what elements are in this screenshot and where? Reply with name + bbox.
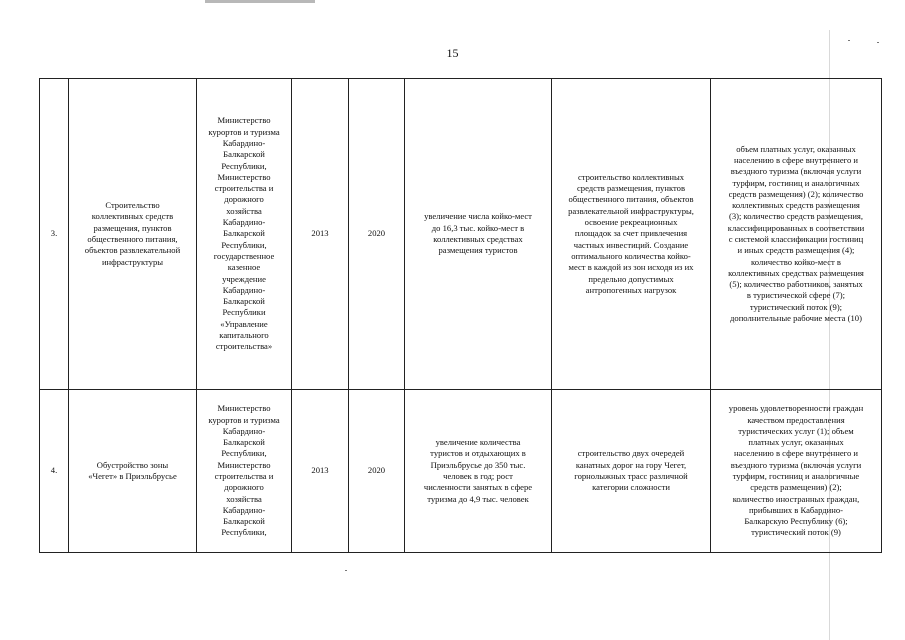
indicators-link-cell — [711, 79, 882, 390]
cell-line: «Чегет» в Приэльбрусье — [88, 471, 177, 481]
event-name-cell — [69, 79, 197, 390]
cell-line: Кабардино- — [222, 217, 266, 228]
cell-line: Министерство — [217, 115, 271, 126]
cell-line: въездного туризма (включая услуги — [730, 166, 862, 177]
cell-line: средств размещения, пунктов — [576, 183, 686, 194]
cell-line: коллективных средств — [91, 211, 174, 222]
indicators-link-cell — [711, 390, 882, 553]
executor-cell — [197, 79, 292, 390]
expected-result-cell — [405, 79, 552, 390]
cell-line: человек в год; рост — [443, 471, 513, 481]
cell-line: общественного питания, — [87, 234, 178, 244]
cell-line: классифицированных в соответствии — [727, 222, 865, 233]
cell-line: Республики — [222, 307, 266, 318]
cell-line: (5); количество работников, занятых — [729, 279, 863, 290]
cell-line: дополнительные рабочие места (10) — [730, 313, 862, 324]
cell-line: объектов развлекательной — [84, 245, 181, 256]
scan-speck — [848, 40, 850, 41]
cell-line: Кабардино- — [222, 137, 266, 148]
cell-line: Балкарскую Республику (6); — [744, 516, 848, 527]
cell-line: Республики, — [221, 239, 267, 250]
cell-line: размещения туристов — [438, 245, 518, 256]
cell-line: качеством предоставления — [747, 414, 845, 425]
cell-line: развлекательной инфраструктуры, — [568, 205, 694, 216]
cell-line: строительства и — [214, 471, 274, 481]
cell-line: коллективных средствах размещения — [728, 267, 864, 278]
cell-line: строительство двух очередей — [577, 448, 685, 459]
cell-line: Балкарской — [223, 296, 265, 307]
cell-line: Республики, — [221, 160, 267, 171]
cell-line: объем платных услуг, оказанных — [736, 143, 856, 154]
cell-line: Балкарской — [223, 228, 265, 239]
cell-line: количество иностранных граждан, — [732, 493, 860, 504]
cell-line: увеличение числа койко-мест — [424, 211, 532, 222]
cell-line: государственное — [213, 250, 275, 261]
start-year-cell: 2013 — [292, 79, 349, 390]
cell-line: (3); количество средств размещения, — [728, 211, 864, 222]
program-table — [39, 78, 882, 553]
cell-line: Кабардино- — [222, 425, 266, 436]
cell-line: Кабардино- — [222, 284, 266, 295]
cell-line: курортов и туризма — [208, 414, 280, 425]
cell-line: средств размещения) (2); — [750, 482, 842, 493]
end-year-cell: 2020 — [349, 79, 405, 390]
cell-line: увеличение количества — [435, 437, 521, 448]
cell-line: Строительство — [105, 200, 160, 211]
cell-line: коллективных средств размещения — [732, 200, 860, 211]
cell-line: Республики, — [221, 448, 267, 459]
cell-line: туристических услуг (1); объем — [738, 425, 854, 436]
cell-line: Балкарской — [223, 516, 265, 527]
cell-line: Кабардино- — [222, 504, 266, 515]
scan-speck — [345, 570, 347, 571]
cell-line: с системой классификации гостиниц — [728, 234, 864, 244]
cell-line: капитального — [219, 330, 269, 341]
cell-line: въездного туризма (включая услуги — [730, 459, 862, 470]
cell-line: частных инвестиций. Создание — [573, 239, 689, 250]
table-row — [40, 79, 882, 390]
expected-result-cell — [405, 390, 552, 553]
cell-line: Республики, — [221, 527, 267, 538]
cell-line: строительства» — [215, 341, 273, 352]
cell-line: размещения, пунктов — [93, 222, 172, 233]
cell-line: инфраструктуры — [101, 256, 164, 267]
cell-line: мест в каждой из зон исходя из их — [568, 262, 694, 273]
cell-line: туризма до 4,9 тыс. человек — [427, 493, 529, 504]
executor-cell — [197, 390, 292, 553]
main-activities-cell — [552, 390, 711, 553]
cell-line: канатных дорог на гору Чегет, — [575, 459, 687, 470]
cell-line: дорожного — [224, 482, 264, 493]
cell-line: хозяйства — [226, 493, 262, 504]
cell-line: населению в сфере внутреннего и — [733, 448, 859, 459]
cell-line: коллективных средствах — [433, 234, 523, 244]
cell-line: Министерство — [217, 171, 271, 182]
cell-line: казенное — [227, 262, 261, 273]
table-body — [40, 79, 882, 553]
cell-line: площадок за счет привлечения — [574, 228, 688, 239]
event-name-cell — [69, 390, 197, 553]
cell-line: учреждение — [222, 273, 266, 284]
cell-line: оптимального количества койко- — [571, 250, 691, 261]
row-number-cell: 3. — [40, 79, 69, 390]
table-row — [40, 390, 882, 553]
cell-line: Обустройство зоны — [96, 459, 169, 470]
cell-line: уровень удовлетворенности граждан — [728, 403, 864, 414]
cell-line: прибывших в Кабардино- — [748, 504, 844, 515]
cell-line: турфирм, гостиниц и аналогичных — [732, 177, 860, 188]
cell-line: строительства и — [214, 183, 274, 194]
row-number-cell: 4. — [40, 390, 69, 553]
cell-line: количество койко-мест в — [751, 256, 841, 267]
cell-line: туристический поток (9) — [751, 527, 841, 538]
cell-line: предельно допустимых — [588, 273, 674, 284]
cell-line: Балкарской — [223, 437, 265, 448]
cell-line: хозяйства — [226, 205, 262, 216]
cell-line: численности занятых в сфере — [423, 482, 533, 493]
cell-line: освоение рекреационных — [584, 217, 678, 228]
cell-line: категории сложности — [592, 482, 670, 493]
cell-line: курортов и туризма — [208, 126, 280, 137]
cell-line: Министерство — [217, 459, 271, 470]
start-year-cell: 2013 — [292, 390, 349, 553]
cell-line: и иных средств размещения (4); — [737, 245, 855, 256]
cell-line: в туристической сфере (7); — [746, 290, 846, 301]
cell-line: до 16,3 тыс. койко-мест в — [431, 222, 525, 233]
cell-line: туристический поток (9); — [749, 301, 843, 312]
cell-line: средств размещения) (2); количество — [728, 188, 864, 199]
cell-line: туристов и отдыхающих в — [430, 448, 526, 459]
scan-speck — [877, 42, 879, 43]
cell-line: платных услуг, оказанных — [748, 437, 844, 448]
cell-line: общественного питания, объектов — [568, 194, 694, 205]
cell-line: Приэльбрусье до 350 тыс. — [430, 459, 526, 470]
main-activities-cell — [552, 79, 711, 390]
cell-line: антропогенных нагрузок — [585, 284, 677, 295]
cell-line: «Управление — [220, 318, 268, 329]
cell-line: строительство коллективных — [577, 171, 685, 182]
cell-line: Министерство — [217, 403, 271, 414]
cell-line: дорожного — [224, 194, 264, 205]
cell-line: Балкарской — [223, 149, 265, 160]
page-number: 15 — [446, 46, 459, 60]
cell-line: турфирм, гостиниц и аналогичные — [732, 471, 860, 481]
cell-line: населению в сфере внутреннего и — [733, 154, 859, 165]
cell-line: горнолыжных трасс различной — [574, 471, 688, 481]
scan-artifact-top — [205, 0, 315, 3]
end-year-cell: 2020 — [349, 390, 405, 553]
